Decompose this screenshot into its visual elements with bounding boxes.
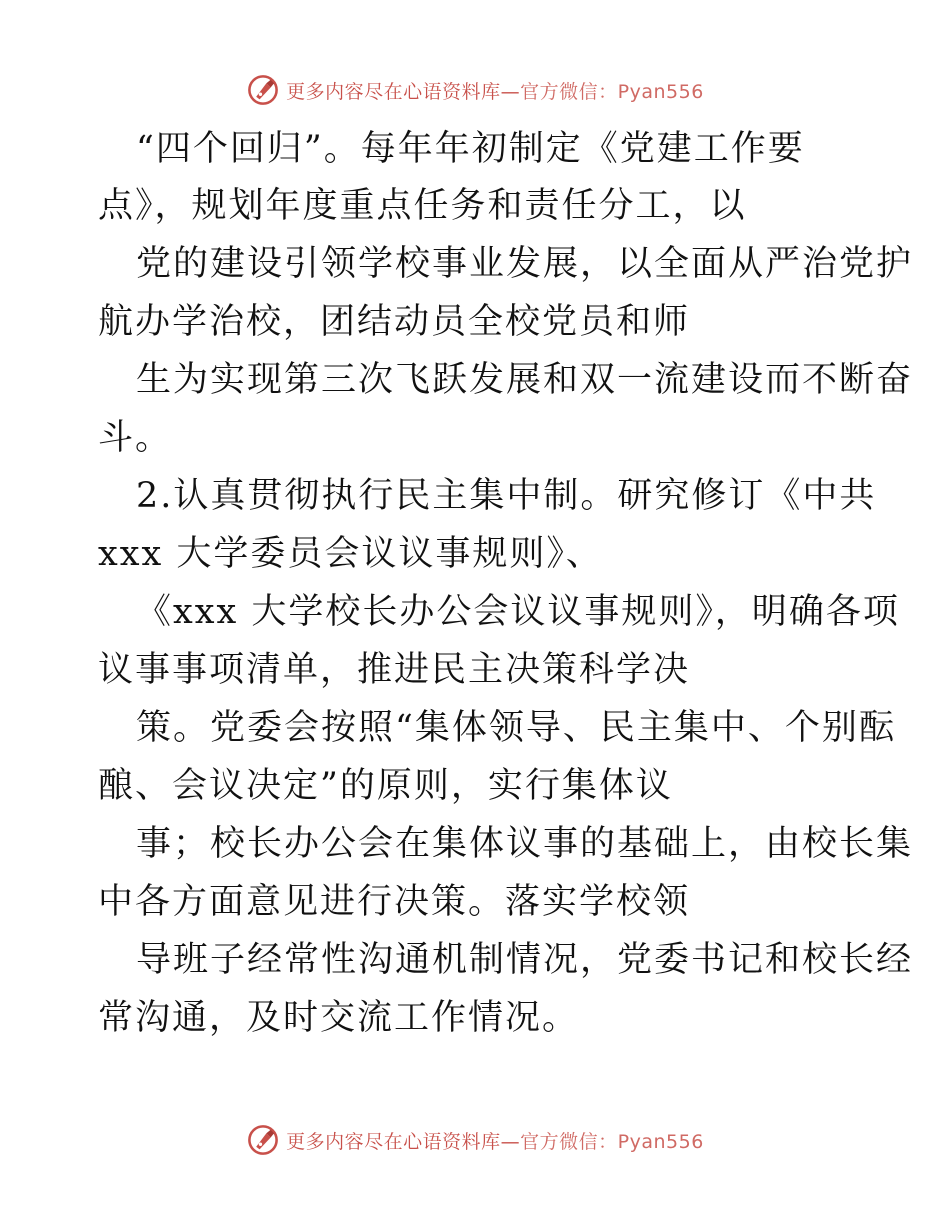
text-line: 点》，规划年度重点任务和责任分工，以 bbox=[98, 186, 747, 226]
text-line: “四个回归”。每年年初制定《党建工作要 bbox=[136, 129, 805, 169]
pen-nib-logo-icon bbox=[246, 73, 280, 107]
text-line: 航办学治校，团结动员全校党员和师 bbox=[98, 302, 691, 342]
text-line: 中各方面意见进行决策。落实学校领 bbox=[98, 882, 691, 922]
text-line: xxx 大学委员会议议事规则》、 bbox=[98, 534, 603, 574]
text-line: 斗。 bbox=[98, 418, 173, 458]
pen-nib-logo-icon bbox=[246, 1123, 280, 1157]
text-line: 策。党委会按照“集体领导、民主集中、个别酝 bbox=[136, 708, 896, 748]
text-line: 《xxx 大学校长办公会议议事规则》，明确各项 bbox=[136, 592, 900, 632]
text-line: 生为实现第三次飞跃发展和双一流建设而不断奋 bbox=[136, 360, 914, 400]
text-line: 酿、会议决定”的原则，实行集体议 bbox=[98, 766, 673, 806]
text-line: 事；校长办公会在集体议事的基础上，由校长集 bbox=[136, 824, 914, 864]
text-line: 导班子经常性沟通机制情况，党委书记和校长经 bbox=[136, 940, 914, 980]
text-line: 议事事项清单，推进民主决策科学决 bbox=[98, 650, 691, 690]
text-line: 2.认真贯彻执行民主集中制。研究修订《中共 bbox=[136, 476, 877, 516]
watermark-text: 更多内容尽在心语资料库—官方微信：Pyan556 bbox=[286, 80, 704, 103]
text-line: 常沟通，及时交流工作情况。 bbox=[98, 998, 580, 1038]
text-line: 党的建设引领学校事业发展，以全面从严治党护 bbox=[136, 244, 914, 284]
watermark-text: 更多内容尽在心语资料库—官方微信：Pyan556 bbox=[286, 1130, 704, 1153]
header-watermark bbox=[0, 72, 950, 108]
footer-watermark bbox=[0, 1122, 950, 1158]
